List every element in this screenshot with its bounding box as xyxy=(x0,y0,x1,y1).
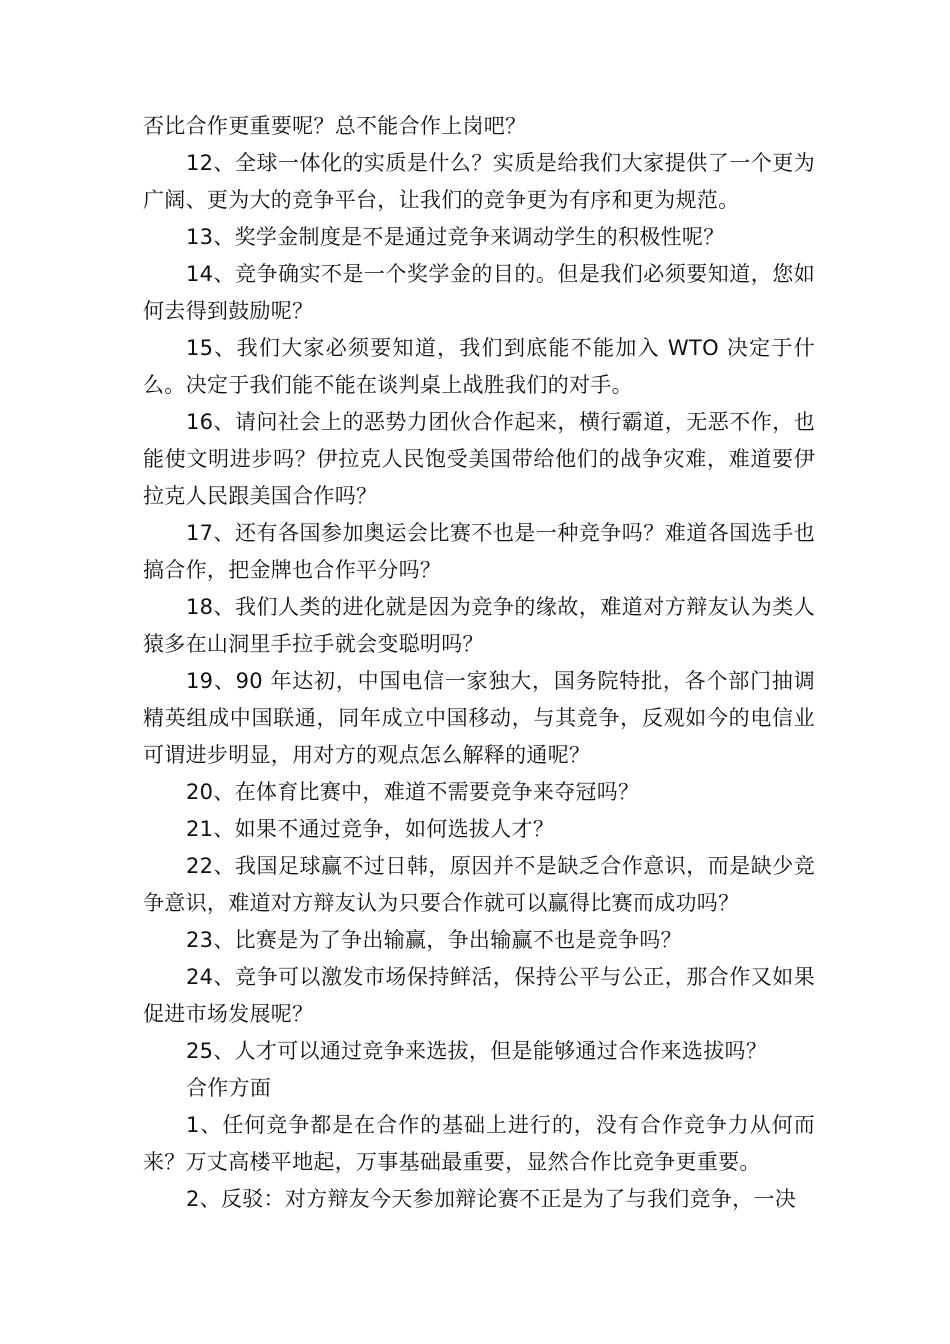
paragraph-cooperation-2: 2、反驳：对方辩友今天参加辩论赛不正是为了与我们竞争，一决 xyxy=(186,1187,797,1211)
paragraph-item-18: 18、我们人类的进化就是因为竞争的缘故，难道对方辩友认为类人猿多在山洞里手拉手就会变聪明吗？ xyxy=(143,595,815,656)
paragraph-item-15: 15、我们大家必须要知道，我们到底能不能加入 WTO 决定于什么。决定于我们能不能在谈判桌上战胜我们的对手。 xyxy=(143,336,815,397)
paragraph-item-24: 24、竞争可以激发市场保持鲜活，保持公平与公正，那合作又如果促进市场发展呢？ xyxy=(143,965,815,1026)
paragraph-item-21: 21、如果不通过竞争，如何选拔人才？ xyxy=(186,817,555,841)
paragraph-item-23: 23、比赛是为了争出输赢，争出输赢不也是竞争吗？ xyxy=(186,928,682,952)
paragraph-item-12: 12、全球一体化的实质是什么？实质是给我们大家提供了一个更为广阔、更为大的竞争平台，让我们的竞争更为有序和更为规范。 xyxy=(143,151,815,212)
paragraph-item-20: 20、在体育比赛中，难道不需要竞争来夺冠吗？ xyxy=(186,780,640,804)
paragraph-item-17: 17、还有各国参加奥运会比赛不也是一种竞争吗？难道各国选手也搞合作，把金牌也合作平分吗？ xyxy=(143,521,815,582)
paragraph-continuation: 否比合作更重要呢？总不能合作上岗吧？ xyxy=(143,114,527,138)
paragraph-item-22: 22、我国足球赢不过日韩，原因并不是缺乏合作意识，而是缺少竞争意识，难道对方辩友认为只要合作就可以赢得比赛而成功吗？ xyxy=(143,854,815,915)
section-heading-cooperation: 合作方面 xyxy=(186,1076,272,1100)
document-body xyxy=(143,108,815,1218)
paragraph-item-19: 19、90 年达初，中国电信一家独大，国务院特批，各个部门抽调精英组成中国联通，同年成立中国移动，与其竞争，反观如今的电信业可谓进步明显，用对方的观点怎么解释的通呢？ xyxy=(143,669,815,767)
paragraph-cooperation-1: 1、任何竞争都是在合作的基础上进行的，没有合作竞争力从何而来？万丈高楼平地起，万事基础最重要，显然合作比竞争更重要。 xyxy=(143,1113,815,1174)
paragraph-item-13: 13、奖学金制度是不是通过竞争来调动学生的积极性呢？ xyxy=(186,225,725,249)
paragraph-item-25: 25、人才可以通过竞争来选拔，但是能够通过合作来选拔吗？ xyxy=(186,1039,768,1063)
paragraph-item-14: 14、竞争确实不是一个奖学金的目的。但是我们必须要知道，您如何去得到鼓励呢？ xyxy=(143,262,815,323)
paragraph-item-16: 16、请问社会上的恶势力团伙合作起来，横行霸道，无恶不作，也能使文明进步吗？伊拉克人民饱受美国带给他们的战争灾难，难道要伊拉克人民跟美国合作吗？ xyxy=(143,410,815,508)
